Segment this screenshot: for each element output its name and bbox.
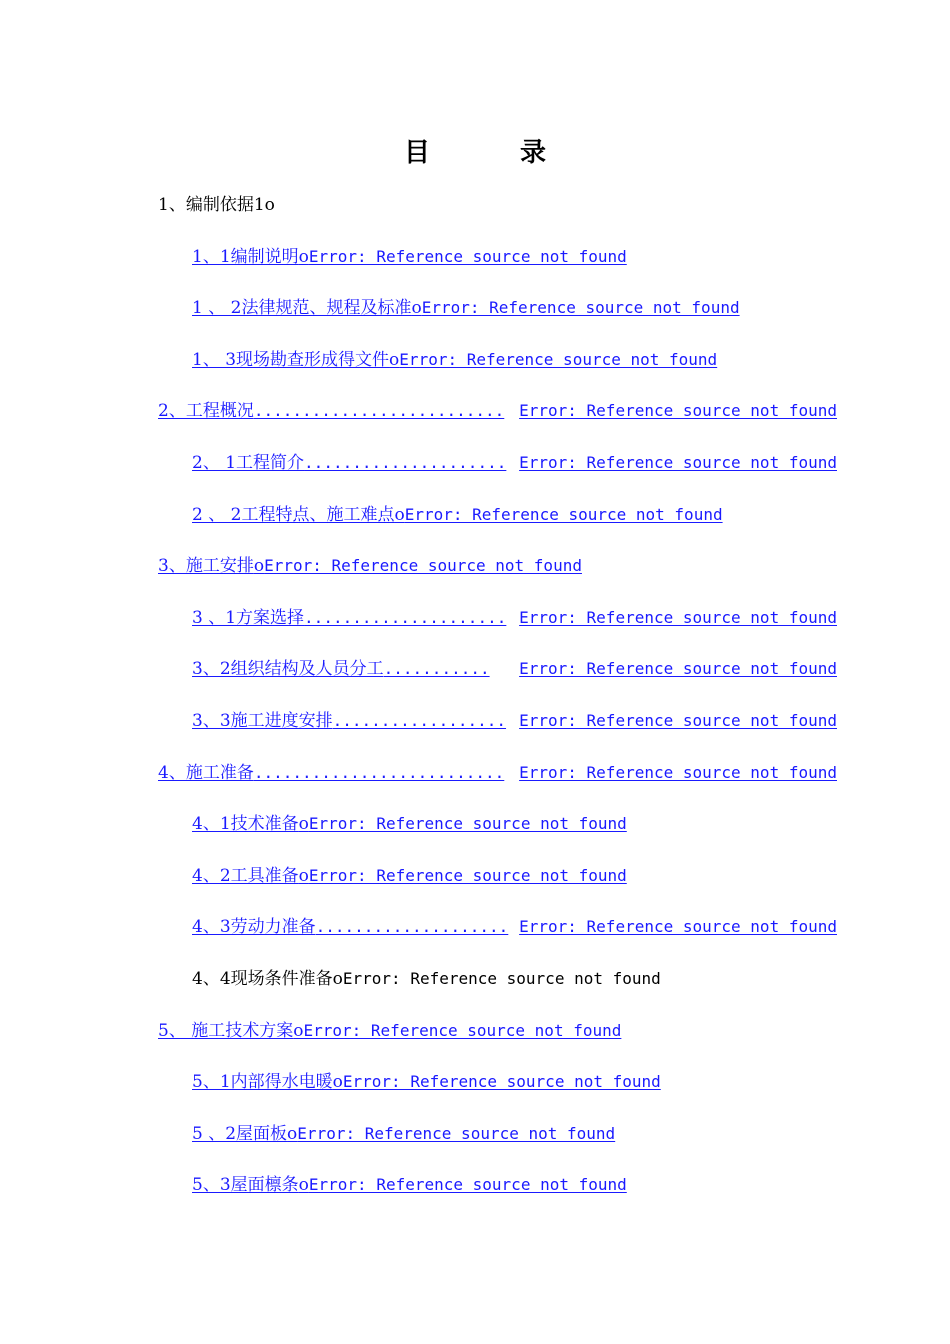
toc-entry bbox=[0, 706, 837, 758]
toc-entry-marker: ο bbox=[389, 349, 400, 370]
toc-link[interactable] bbox=[192, 1119, 615, 1149]
toc-entry-label: 5 、2屋面板 bbox=[192, 1123, 288, 1144]
toc-entry bbox=[0, 758, 837, 810]
toc-entry-label: 2、工程概况 bbox=[158, 401, 254, 422]
toc-page-reference: Error: Reference source not found bbox=[404, 504, 723, 524]
toc-page-reference: Error: Reference source not found bbox=[519, 607, 837, 627]
toc-entry-marker: ο bbox=[332, 1072, 343, 1093]
toc-entry-label: 2 、 2工程特点、施工难点 bbox=[192, 504, 395, 525]
toc-entry bbox=[0, 190, 950, 242]
toc-dot-leader: ........... bbox=[383, 659, 490, 679]
toc-entry-label: 5、 施工技术方案 bbox=[158, 1020, 294, 1041]
toc-page-reference: Error: Reference source not found bbox=[308, 814, 627, 834]
toc-entry-label: 4、1技术准备 bbox=[192, 814, 299, 835]
toc-dot-leader: .................. bbox=[332, 710, 507, 730]
toc-dot-leader: ..................... bbox=[304, 452, 507, 472]
toc-entry-label: 1、 3现场勘查形成得文件 bbox=[192, 349, 390, 370]
toc-entry-label: 4、2工具准备 bbox=[192, 865, 299, 886]
toc-entry-label: 3、施工安排 bbox=[158, 556, 254, 577]
toc-link[interactable] bbox=[192, 293, 740, 323]
toc-link[interactable] bbox=[192, 242, 627, 272]
toc-page-reference: Error: Reference source not found bbox=[342, 968, 661, 988]
toc-link[interactable] bbox=[192, 1067, 661, 1097]
toc-link[interactable] bbox=[158, 758, 837, 788]
toc-link[interactable] bbox=[158, 1016, 621, 1046]
toc-link[interactable] bbox=[192, 654, 837, 684]
toc-entry bbox=[0, 500, 950, 552]
toc-dot-leader: ..................... bbox=[304, 607, 507, 627]
toc-entry-marker: ο bbox=[293, 1020, 304, 1041]
toc-link[interactable] bbox=[192, 603, 837, 633]
toc-entry-label: 1 、 2法律规范、规程及标准 bbox=[192, 298, 412, 319]
toc-link[interactable] bbox=[192, 809, 627, 839]
toc-entry bbox=[0, 396, 837, 448]
toc-link[interactable] bbox=[158, 551, 582, 581]
toc-link[interactable] bbox=[192, 345, 717, 375]
toc-page-reference: Error: Reference source not found bbox=[342, 1072, 661, 1092]
toc-entry-label: 4、3劳动力准备 bbox=[192, 917, 316, 938]
toc-page-reference: Error: Reference source not found bbox=[308, 1175, 627, 1195]
title-char-1: 目 bbox=[403, 138, 430, 168]
toc-page-reference: Error: Reference source not found bbox=[297, 1123, 616, 1143]
toc-page-reference: Error: Reference source not found bbox=[519, 762, 837, 782]
toc-entry-marker: ο bbox=[287, 1123, 298, 1144]
toc-link[interactable] bbox=[192, 706, 837, 736]
toc-entry-marker: ο bbox=[298, 1175, 309, 1196]
toc-entry-label: 1、1编制说明 bbox=[192, 246, 299, 267]
toc-page-reference: Error: Reference source not found bbox=[519, 710, 837, 730]
toc-entry bbox=[0, 603, 837, 655]
toc-entry bbox=[0, 551, 950, 603]
toc-link bbox=[158, 190, 275, 220]
toc-entry-marker: ο bbox=[298, 865, 309, 886]
toc-page-reference: Error: Reference source not found bbox=[519, 401, 837, 421]
toc-entry-label: 4、4现场条件准备 bbox=[192, 968, 333, 989]
toc-entry bbox=[0, 293, 950, 345]
toc-dot-leader: .......................... bbox=[253, 401, 505, 421]
toc-link[interactable] bbox=[192, 912, 837, 942]
toc-link[interactable] bbox=[192, 500, 723, 530]
toc-page-reference: Error: Reference source not found bbox=[519, 917, 837, 937]
toc-entry bbox=[0, 861, 950, 913]
toc-page-reference: Error: Reference source not found bbox=[519, 659, 837, 679]
toc-entry bbox=[0, 1016, 950, 1068]
toc-page-reference: Error: Reference source not found bbox=[264, 556, 582, 576]
toc-entry-label: 5、1内部得水电暖 bbox=[192, 1072, 333, 1093]
toc-entry bbox=[0, 242, 950, 294]
toc-entry bbox=[0, 345, 950, 397]
toc-entry-marker: ο bbox=[394, 504, 405, 525]
toc-page-reference: Error: Reference source not found bbox=[308, 246, 627, 266]
toc-entry-marker: ο bbox=[411, 298, 422, 319]
toc-entry-marker: ο bbox=[332, 968, 343, 989]
toc-entry-marker: ο bbox=[253, 556, 265, 577]
toc-entry bbox=[0, 1067, 950, 1119]
toc-entry bbox=[0, 1170, 950, 1222]
toc-link bbox=[192, 964, 661, 994]
toc-entry-label: 5、3屋面檩条 bbox=[192, 1175, 299, 1196]
toc-entry-marker: ο bbox=[298, 246, 309, 267]
toc-entry-label: 3、3施工进度安排 bbox=[192, 710, 333, 731]
toc-entry-label: 2、 1工程简介 bbox=[192, 452, 305, 473]
toc-entry bbox=[0, 964, 950, 1016]
toc-entry bbox=[0, 654, 837, 706]
table-of-contents bbox=[0, 190, 950, 1222]
toc-page-reference: Error: Reference source not found bbox=[303, 1020, 622, 1040]
toc-entry bbox=[0, 912, 837, 964]
toc-entry-label: 3 、1方案选择 bbox=[192, 607, 305, 628]
toc-link[interactable] bbox=[192, 448, 837, 478]
toc-entry-marker: ο bbox=[298, 814, 309, 835]
toc-entry-label: 3、2组织结构及人员分工 bbox=[192, 659, 384, 680]
title-char-2: 录 bbox=[520, 138, 547, 168]
toc-page-reference: Error: Reference source not found bbox=[308, 865, 627, 885]
toc-link[interactable] bbox=[192, 1170, 627, 1200]
toc-page-reference: Error: Reference source not found bbox=[421, 298, 740, 318]
toc-entry bbox=[0, 809, 950, 861]
toc-entry bbox=[0, 448, 837, 500]
toc-entry-label: 1、编制依据1 bbox=[158, 195, 265, 215]
toc-dot-leader: .................... bbox=[315, 917, 509, 937]
page-title bbox=[0, 132, 950, 169]
toc-link[interactable] bbox=[192, 861, 627, 891]
toc-link[interactable] bbox=[158, 396, 837, 426]
toc-entry-marker: ο bbox=[264, 195, 275, 215]
toc-page-reference: Error: Reference source not found bbox=[399, 349, 718, 369]
toc-dot-leader: .......................... bbox=[253, 762, 505, 782]
toc-entry-label: 4、施工准备 bbox=[158, 762, 254, 783]
toc-entry bbox=[0, 1119, 950, 1171]
toc-page-reference: Error: Reference source not found bbox=[519, 452, 837, 472]
